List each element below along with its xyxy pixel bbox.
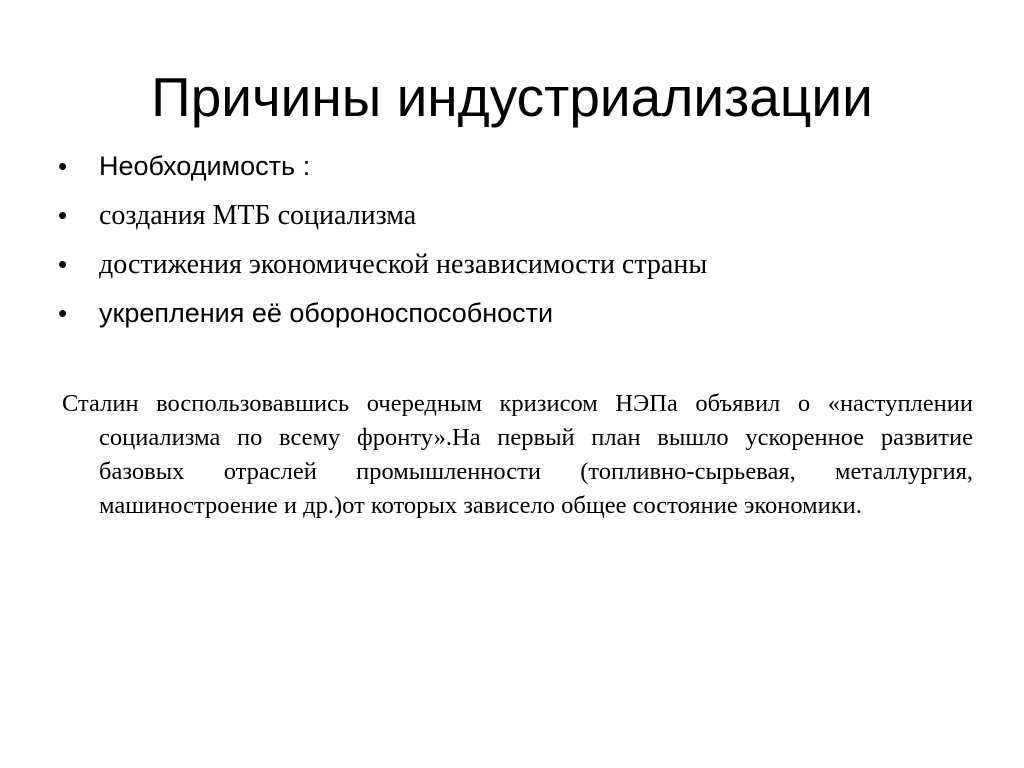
bullet-icon: •: [58, 249, 68, 279]
bullet-item-defense: [58, 289, 978, 338]
body-paragraph: Сталин воспользовавшись очередным кризисом НЭПа объявил о «наступлении социализма по всему фронту».На первый план вышло ускоренное развитие базовых отраслей промышленности (топливно-сырьевая, металлургия, машиностроение и др.)от которых зависело общее состояние экономики.: [62, 390, 973, 519]
slide-title: Причины индустриализации: [151, 66, 873, 128]
bullet-icon: •: [58, 151, 68, 181]
bullet-list: [58, 142, 978, 338]
bullet-icon: •: [58, 200, 68, 230]
bullet-text: Необходимость :: [99, 151, 311, 181]
bullet-text: достижения экономической независимости страны: [99, 249, 708, 280]
bullet-item-independence: [58, 240, 978, 289]
bullet-item-necessity: [58, 142, 978, 191]
bullet-icon: •: [58, 298, 68, 328]
bullet-item-mtb: [58, 191, 978, 240]
bullet-text: укрепления её обороноспособности: [99, 298, 554, 328]
bullet-text: создания МТБ социализма: [99, 200, 417, 231]
